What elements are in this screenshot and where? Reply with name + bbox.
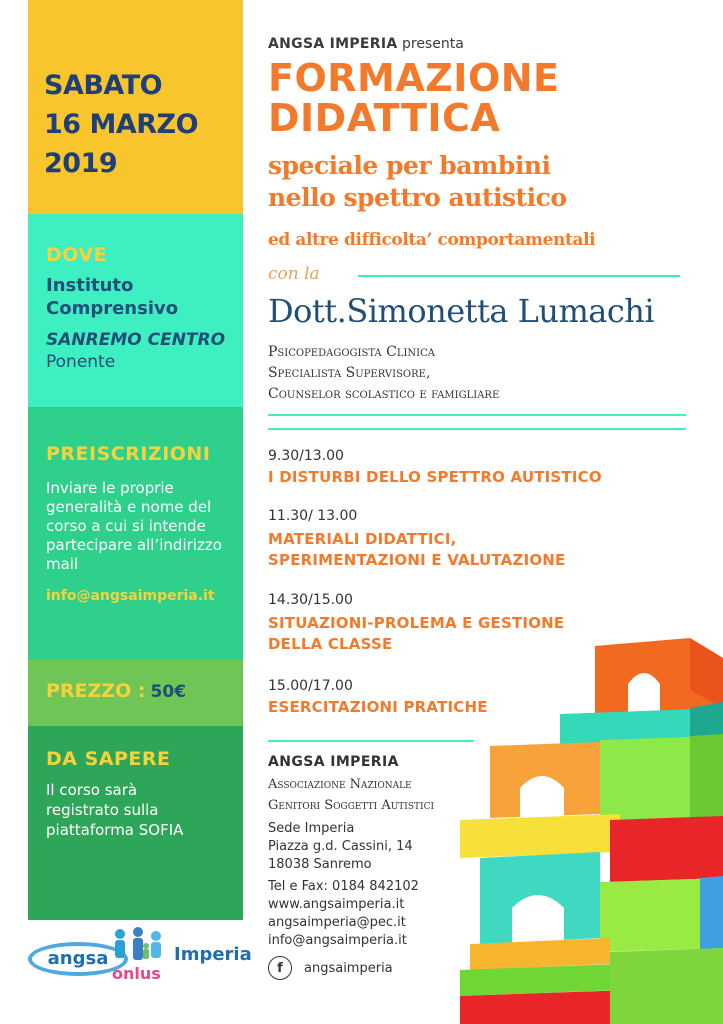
main-title-line-1: FORMAZIONE: [268, 56, 560, 100]
program-title-line: SITUAZIONI-PROLEMA E GESTIONE: [268, 614, 565, 632]
facebook-handle: angsaimperia: [304, 960, 393, 976]
where-location: SANREMO CENTRO: [46, 330, 226, 350]
logo-onlus-text: onlus: [112, 964, 161, 983]
speaker-role-1: Psicopedagogista Clinica: [268, 344, 435, 360]
program-title-line: SPERIMENTAZIONI E VALUTAZIONE: [268, 551, 566, 569]
association-name: ANGSA IMPERIA: [268, 754, 399, 770]
contact-pec-email[interactable]: angsaimperia@pec.it: [268, 915, 406, 930]
contact-website-link[interactable]: www.angsaimperia.it: [268, 897, 405, 912]
subtitle-line-3: ed altre difficolta’ comportamentali: [268, 230, 596, 250]
program-time: 9.30/13.00: [268, 448, 344, 464]
divider-bottom: [268, 740, 474, 742]
price-label: PREZZO :: [46, 680, 146, 702]
with-label: con la: [268, 264, 320, 284]
speaker-role-2: Specialista Supervisore,: [268, 365, 431, 381]
main-title: [268, 58, 560, 138]
speaker-role-3: Counselor scolastico e famigliare: [268, 386, 500, 402]
where-line-2: Comprensivo: [46, 298, 179, 319]
know-heading: DA SAPERE: [46, 748, 171, 770]
program-title-line: MATERIALI DIDATTICI,: [268, 530, 457, 548]
contact-info-email[interactable]: info@angsaimperia.it: [268, 933, 407, 948]
preregistration-heading: PREISCRIZIONI: [46, 443, 211, 465]
where-area: Ponente: [46, 352, 116, 372]
association-description: [268, 774, 434, 816]
subtitle-line-2: nello spettro autistico: [268, 183, 567, 212]
where-heading: DOVE: [46, 244, 108, 266]
logo-angsa-text: angsa: [28, 942, 128, 976]
where-school: [46, 274, 243, 320]
address-line-2: Piazza g.d. Cassini, 14: [268, 839, 413, 854]
subtitle: [268, 150, 567, 214]
subtitle-line-1: speciale per bambini: [268, 151, 551, 180]
program-item: [268, 678, 488, 718]
program-time: 15.00/17.00: [268, 678, 353, 694]
price-value: 50€: [150, 682, 187, 702]
where-panel: [28, 214, 243, 407]
association-desc-line-2: Genitori Soggetti Autistici: [268, 798, 435, 813]
toy-blocks-illustration: [460, 638, 723, 1024]
program-title-line: ESERCITAZIONI PRATICHE: [268, 698, 488, 716]
angsa-logo: [28, 924, 252, 988]
speaker-roles: [268, 342, 499, 405]
program-item: [268, 448, 602, 488]
divider-mid-1: [268, 414, 686, 416]
program-time: 11.30/ 13.00: [268, 508, 358, 524]
program-title-line: DELLA CLASSE: [268, 635, 393, 653]
association-contacts: [268, 878, 419, 950]
preregistration-email-link[interactable]: info@angsaimperia.it: [46, 588, 215, 604]
date-month: 16 MARZO: [44, 109, 199, 140]
date-day: SABATO: [44, 70, 163, 101]
presenter-line: [268, 36, 464, 52]
program-title-line: I DISTURBI DELLO SPETTRO AUTISTICO: [268, 468, 602, 486]
facebook-link[interactable]: [268, 956, 393, 980]
date-panel: [28, 0, 243, 214]
address-line-1: Sede Imperia: [268, 821, 355, 836]
know-panel: [28, 726, 243, 920]
divider-mid-2: [268, 428, 686, 430]
logo-imperia-text: Imperia: [174, 944, 252, 965]
association-desc-line-1: Associazione Nazionale: [268, 777, 412, 792]
speaker-name: Dott.Simonetta Lumachi: [268, 292, 655, 330]
date-year: 2019: [44, 148, 118, 179]
divider-top: [358, 275, 680, 277]
facebook-icon: f: [268, 956, 292, 980]
program-time: 14.30/15.00: [268, 592, 353, 608]
family-figures-icon: [106, 926, 170, 966]
where-line-1: Instituto: [46, 275, 134, 296]
association-address: [268, 820, 413, 874]
preregistration-panel: [28, 407, 243, 660]
preregistration-text: Inviare le proprie generalità e nome del corso a cui si intende partecipare all’indirizzo mail: [46, 479, 222, 573]
main-title-line-2: DIDATTICA: [268, 96, 501, 140]
contact-phone: Tel e Fax: 0184 842102: [268, 879, 419, 894]
program-item: [268, 508, 566, 571]
presenter-verb: presenta: [401, 36, 464, 52]
know-text: Il corso sarà registrato sulla piattaforma SOFIA: [46, 781, 184, 839]
presenter-org: ANGSA IMPERIA: [268, 36, 398, 52]
address-line-3: 18038 Sanremo: [268, 857, 372, 872]
price-panel: [28, 660, 243, 726]
